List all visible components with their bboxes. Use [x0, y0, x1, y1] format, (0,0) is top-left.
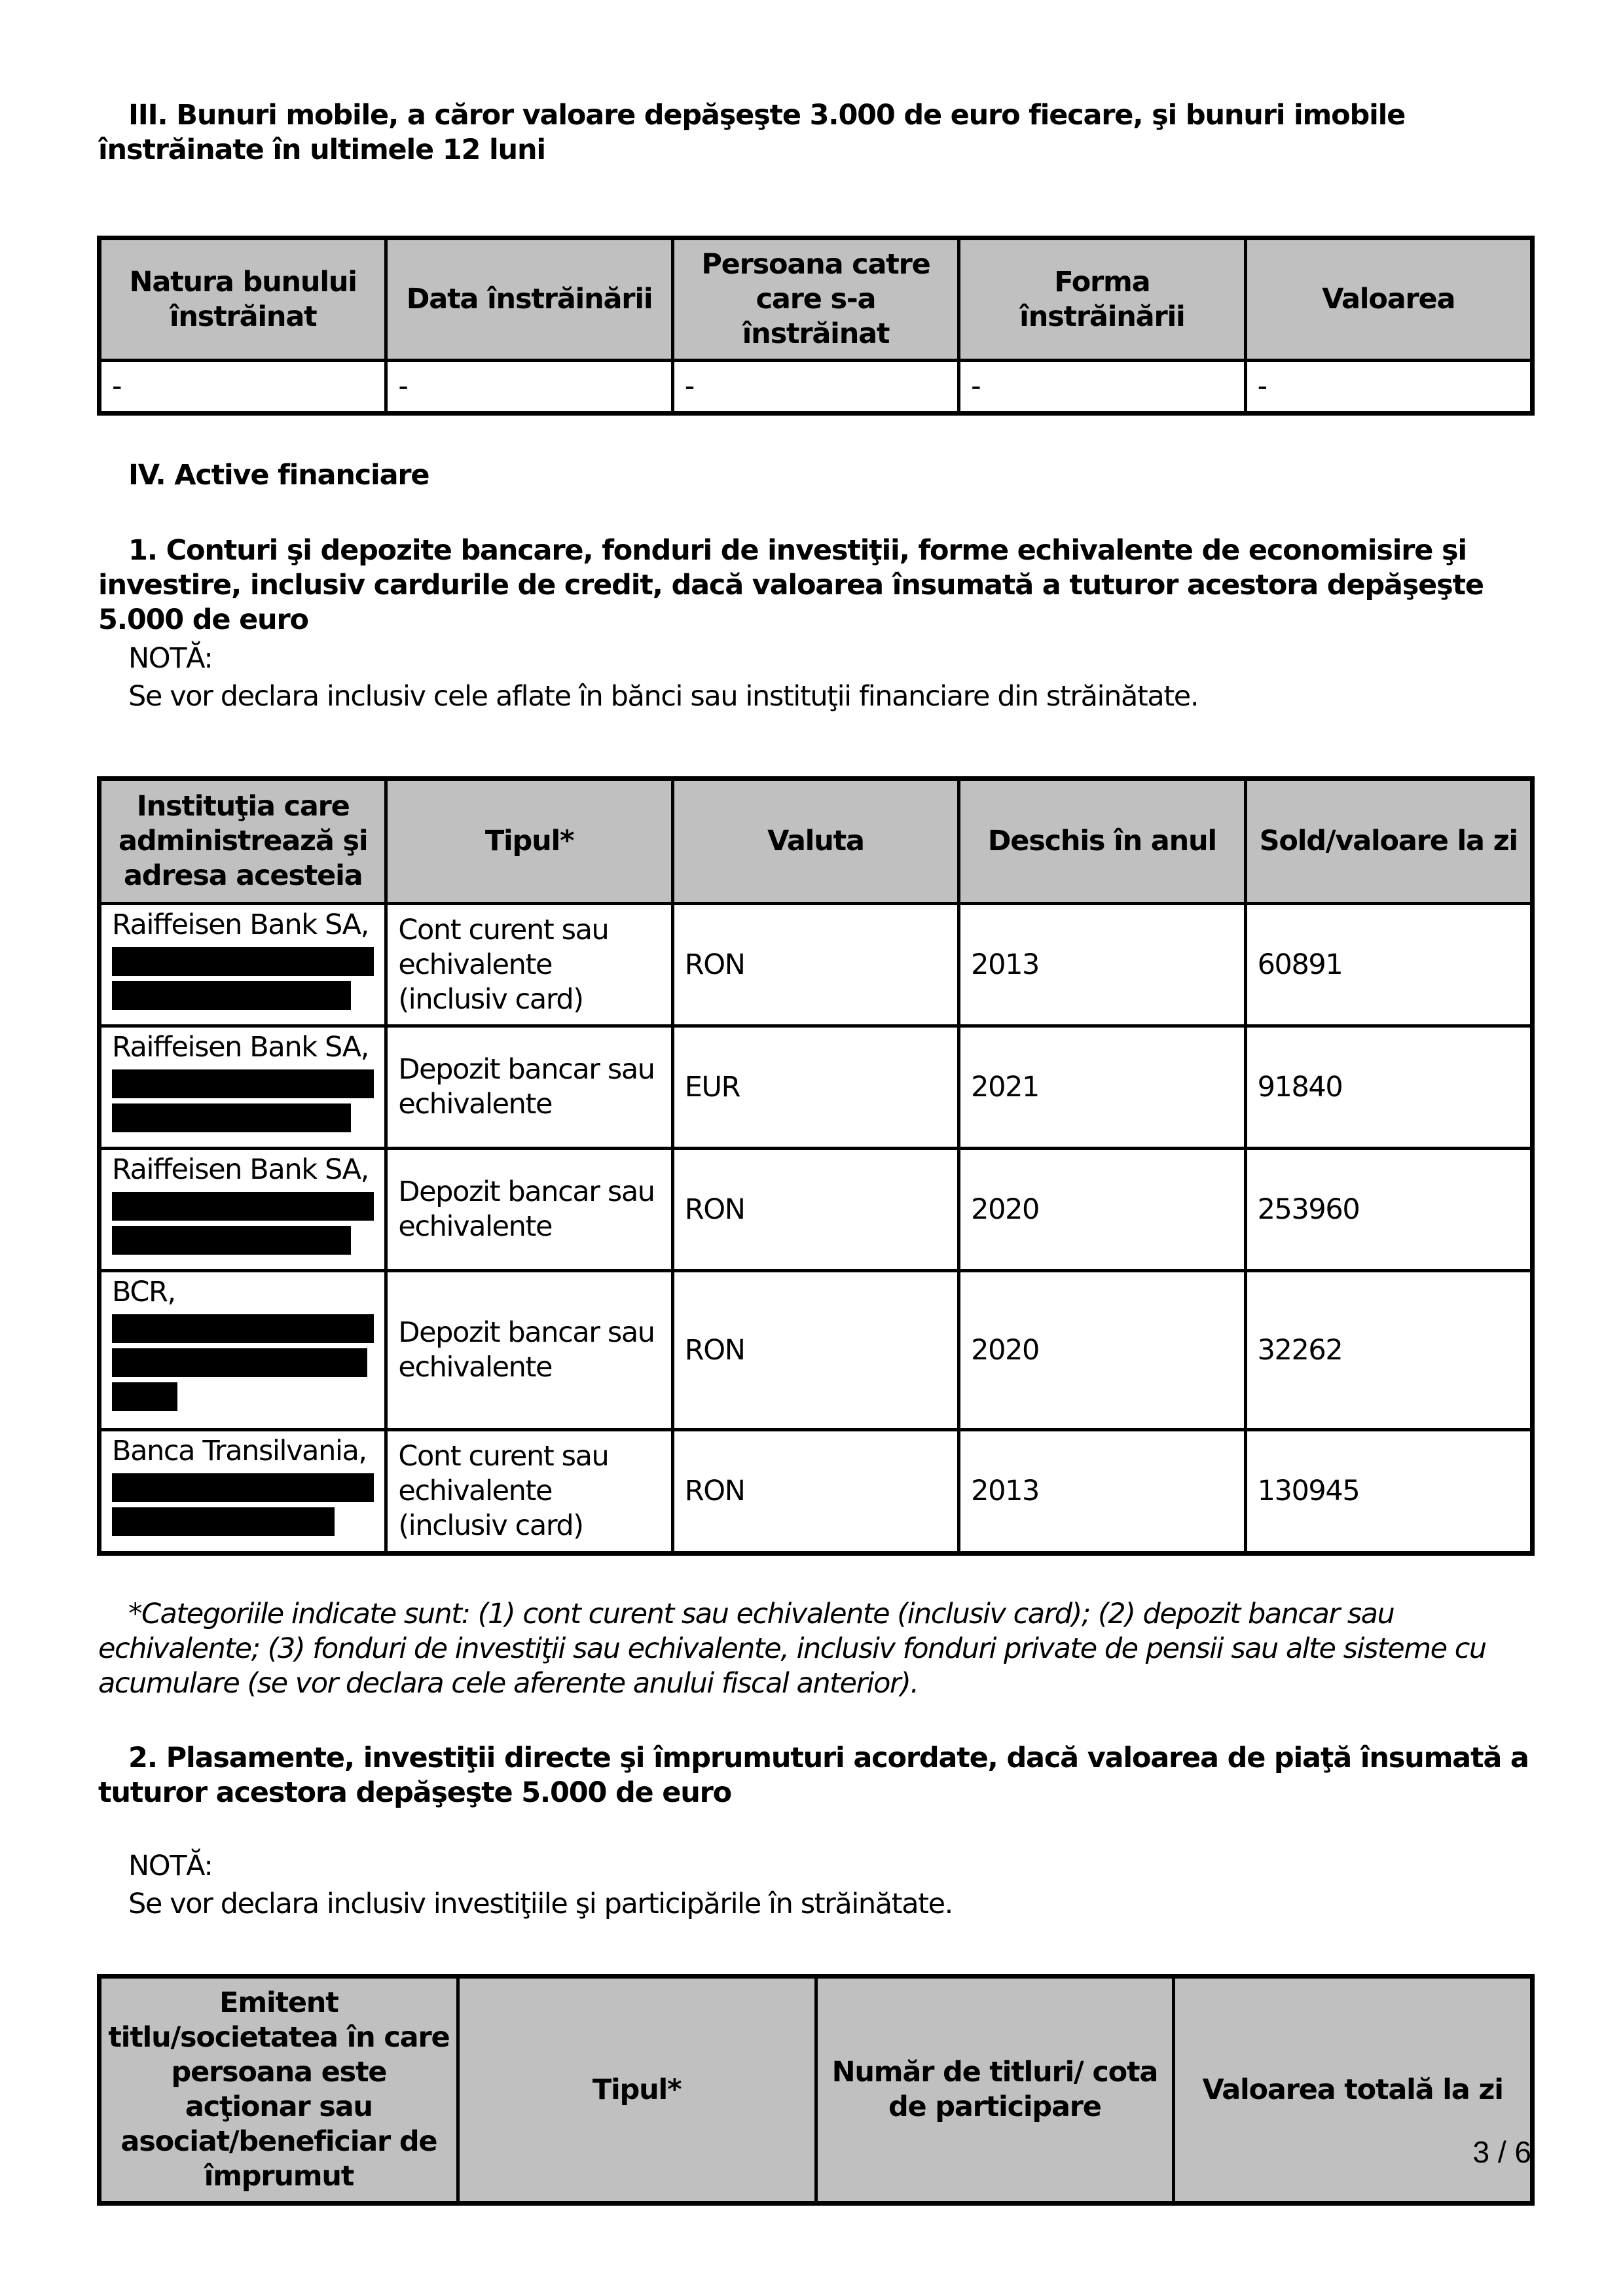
column-header: Număr de titluri/ cota de participare [816, 1977, 1174, 2203]
table-header-row [100, 780, 1532, 904]
investments-table [98, 1975, 1533, 2204]
redacted-address [112, 947, 374, 976]
column-header: Emitent titlu/societatea în care persoana este acţionar sau asociat/beneficiar de împrumut [100, 1977, 458, 2203]
balance-cell: 130945 [1245, 1430, 1531, 1553]
alienated-assets-table [98, 237, 1533, 414]
type-cell: Depozit bancar sau echivalente [386, 1149, 672, 1271]
balance-cell: 253960 [1245, 1149, 1531, 1271]
redacted-address [112, 1192, 374, 1221]
section-iii-title: III. Bunuri mobile, a căror valoare depăşeşte 3.000 de euro fiecare, şi bunuri imobile înstrăinate în ultimele 12 luni [98, 99, 1406, 166]
redacted-address [112, 1069, 374, 1098]
institution-cell [100, 1149, 386, 1271]
redacted-address [112, 1226, 351, 1255]
column-header: Persoana catre care s-a înstrăinat [672, 239, 958, 361]
redacted-address [112, 1314, 374, 1343]
note-label: NOTĂ: [128, 642, 213, 675]
table-header-row [100, 1977, 1532, 2203]
table-row [100, 1026, 1532, 1149]
type-cell: Depozit bancar sau echivalente [386, 1271, 672, 1430]
column-header: Tipul* [458, 1977, 816, 2203]
institution-cell [100, 904, 386, 1026]
year-cell: 2013 [959, 904, 1245, 1026]
year-cell: 2021 [959, 1026, 1245, 1149]
column-header: Valoarea [1245, 239, 1531, 361]
note-label: NOTĂ: [128, 1850, 213, 1882]
column-header: Instituţia care administrează şi adresa acesteia [100, 780, 386, 904]
currency-cell: RON [672, 904, 958, 1026]
currency-cell: EUR [672, 1026, 958, 1149]
currency-cell: RON [672, 1149, 958, 1271]
redacted-address [112, 1473, 374, 1502]
currency-cell: RON [672, 1271, 958, 1430]
institution-name: BCR, [112, 1276, 175, 1308]
table-cell: - [672, 361, 958, 413]
institution-name: Raiffeisen Bank SA, [112, 1031, 369, 1064]
year-cell: 2020 [959, 1271, 1245, 1430]
table-row [100, 1430, 1532, 1553]
redacted-address [112, 981, 351, 1010]
column-header: Tipul* [386, 780, 672, 904]
column-header: Forma înstrăinării [959, 239, 1245, 361]
column-header: Deschis în anul [959, 780, 1245, 904]
year-cell: 2013 [959, 1430, 1245, 1553]
institution-name: Banca Transilvania, [112, 1435, 367, 1467]
table-cell: - [1245, 361, 1531, 413]
column-header: Valuta [672, 780, 958, 904]
column-header: Valoarea totală la zi [1174, 1977, 1532, 2203]
institution-cell [100, 1271, 386, 1430]
page-number: 3 / 6 [1472, 2135, 1531, 2169]
institution-name: Raiffeisen Bank SA, [112, 908, 369, 941]
balance-cell: 60891 [1245, 904, 1531, 1026]
institution-name: Raiffeisen Bank SA, [112, 1153, 369, 1186]
currency-cell: RON [672, 1430, 958, 1553]
note-text: Se vor declara inclusiv cele aflate în bănci sau instituţii financiare din străinătate. [128, 680, 1199, 713]
table-row [100, 361, 1532, 413]
column-header: Sold/valoare la zi [1245, 780, 1531, 904]
institution-cell [100, 1026, 386, 1149]
subsection-2-title: 2. Plasamente, investiţii directe şi împrumuturi acordate, dacă valoarea de piaţă însumată a tuturor acestora depăşeşte 5.000 de euro [98, 1742, 1529, 1809]
table-row [100, 1149, 1532, 1271]
type-cell: Cont curent sau echivalente (inclusiv card) [386, 904, 672, 1026]
table-cell: - [386, 361, 672, 413]
redacted-address [112, 1348, 367, 1377]
type-cell: Depozit bancar sau echivalente [386, 1026, 672, 1149]
institution-cell [100, 1430, 386, 1553]
note-text: Se vor declara inclusiv investiţiile şi participările în străinătate. [128, 1888, 953, 1920]
table-cell: - [959, 361, 1245, 413]
bank-accounts-table [98, 778, 1533, 1554]
redacted-address [112, 1103, 351, 1132]
subsection-1-title: 1. Conturi şi depozite bancare, fonduri de investiţii, forme echivalente de economisire şi investire, inclusiv cardurile de credit, dacă valoarea însumată a tuturor acestora depăşeşte 5.000 de euro [98, 534, 1484, 636]
column-header: Natura bunului înstrăinat [100, 239, 386, 361]
categories-footnote: *Categoriile indicate sunt: (1) cont curent sau echivalente (inclusiv card); (2) depozit bancar sau echivalente; (3) fonduri de investiţii sau echivalente, inclusiv fonduri private de pensii sau alte sisteme cu acumulare (se vor declara cele aferente anului fiscal anterior). [98, 1598, 1486, 1700]
year-cell: 2020 [959, 1149, 1245, 1271]
column-header: Data înstrăinării [386, 239, 672, 361]
balance-cell: 91840 [1245, 1026, 1531, 1149]
table-row [100, 904, 1532, 1026]
redacted-address [112, 1382, 177, 1411]
balance-cell: 32262 [1245, 1271, 1531, 1430]
table-cell: - [100, 361, 386, 413]
section-iv-title: IV. Active financiare [128, 459, 429, 492]
redacted-address [112, 1507, 335, 1536]
type-cell: Cont curent sau echivalente (inclusiv card) [386, 1430, 672, 1553]
table-row [100, 1271, 1532, 1430]
table-header-row [100, 239, 1532, 361]
